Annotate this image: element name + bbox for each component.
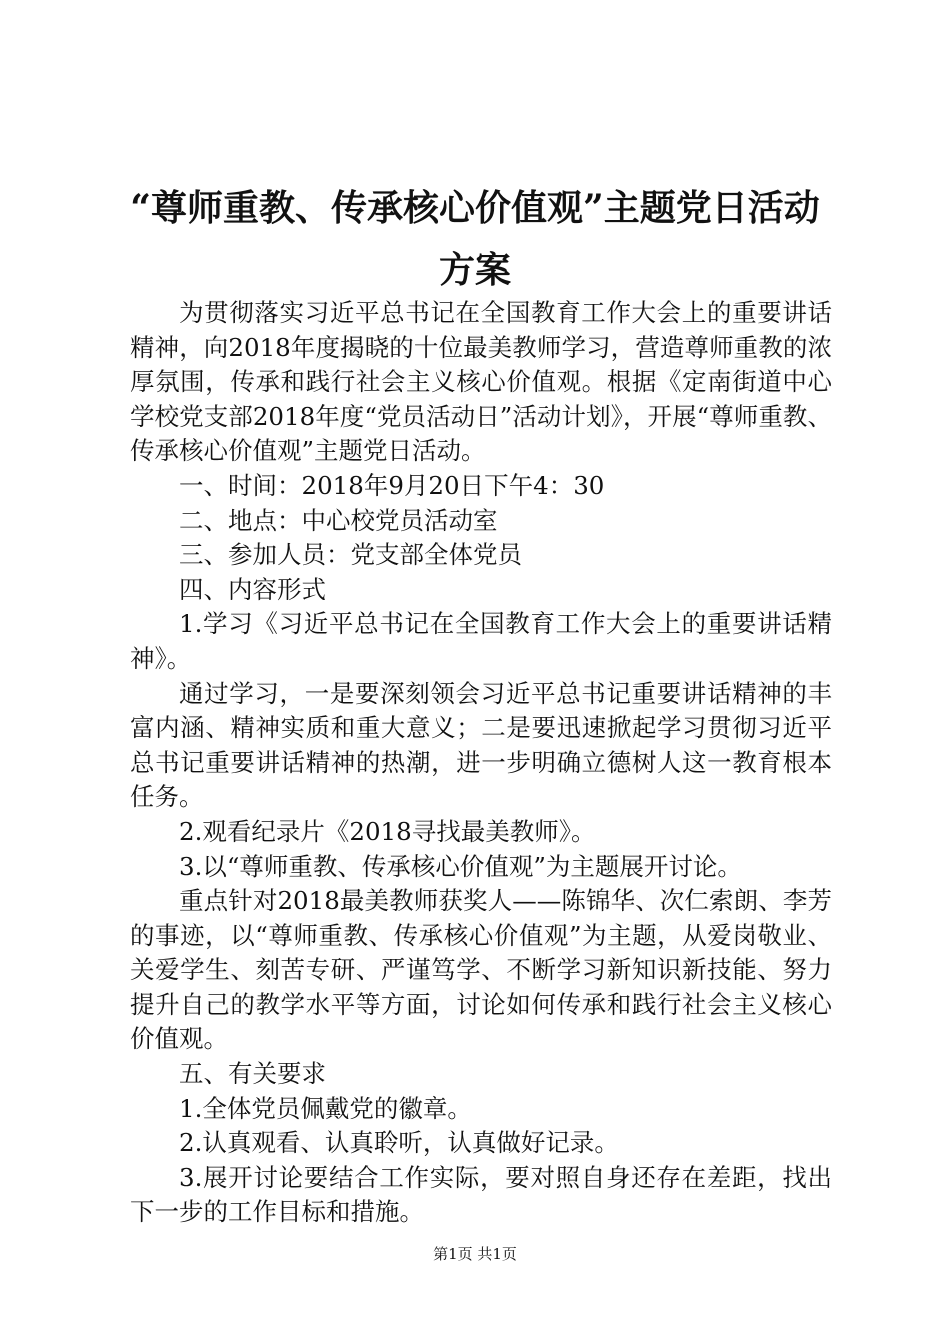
page-footer: 第1页 共1页 bbox=[433, 1245, 517, 1263]
paragraph-item-3: 3.以“尊师重教、传承核心价值观”为主题展开讨论。 bbox=[179, 851, 742, 881]
paragraph-requirement-3: 3.展开讨论要结合工作实际，要对照自身还存在差距，找出下一步的工作目标和措施。 bbox=[130, 1162, 832, 1227]
paragraph-content-heading: 四、内容形式 bbox=[179, 574, 326, 604]
paragraph-item-1: 1.学习《习近平总书记在全国教育工作大会上的重要讲话精神》。 bbox=[130, 609, 832, 673]
document-body bbox=[130, 296, 832, 1230]
paragraph-time: 一、时间：2018年9月20日下午4：30 bbox=[179, 470, 605, 500]
paragraph-item-3-detail: 重点针对2018最美教师获奖人——陈锦华、次仁索朗、李芳的事迹，以“尊师重教、传承核心价值观”为主题，从爱岗敬业、关爱学生、刻苦专研、严谨笃学、不断学习新知识新技能、努力提升自己的教学水平等方面，讨论如何传承和践行社会主义核心价值观。 bbox=[130, 886, 832, 1054]
document-title-line-1: “尊师重教、传承核心价值观”主题党日活动 bbox=[130, 187, 820, 229]
paragraph-requirements-heading: 五、有关要求 bbox=[179, 1059, 326, 1089]
paragraph-participants: 三、参加人员：党支部全体党员 bbox=[179, 540, 522, 570]
paragraph-intro: 为贯彻落实习近平总书记在全国教育工作大会上的重要讲话精神，向2018年度揭晓的十位最美教师学习，营造尊师重教的浓厚氛围，传承和践行社会主义核心价值观。根据《定南街道中心学校党支部2018年度“党员活动日”活动计划》，开展“尊师重教、传承核心价值观”主题党日活动。 bbox=[130, 298, 832, 466]
paragraph-location: 二、地点：中心校党员活动室 bbox=[179, 505, 498, 535]
paragraph-item-1-detail: 通过学习，一是要深刻领会习近平总书记重要讲话精神的丰富内涵、精神实质和重大意义；二是要迅速掀起学习贯彻习近平总书记重要讲话精神的热潮，进一步明确立德树人这一教育根本任务。 bbox=[130, 678, 832, 812]
paragraph-item-2: 2.观看纪录片《2018寻找最美教师》。 bbox=[179, 816, 596, 846]
document-title-line-2: 方案 bbox=[438, 249, 511, 291]
paragraph-requirement-1: 1.全体党员佩戴党的徽章。 bbox=[179, 1093, 472, 1123]
paragraph-requirement-2: 2.认真观看、认真聆听，认真做好记录。 bbox=[179, 1128, 619, 1158]
